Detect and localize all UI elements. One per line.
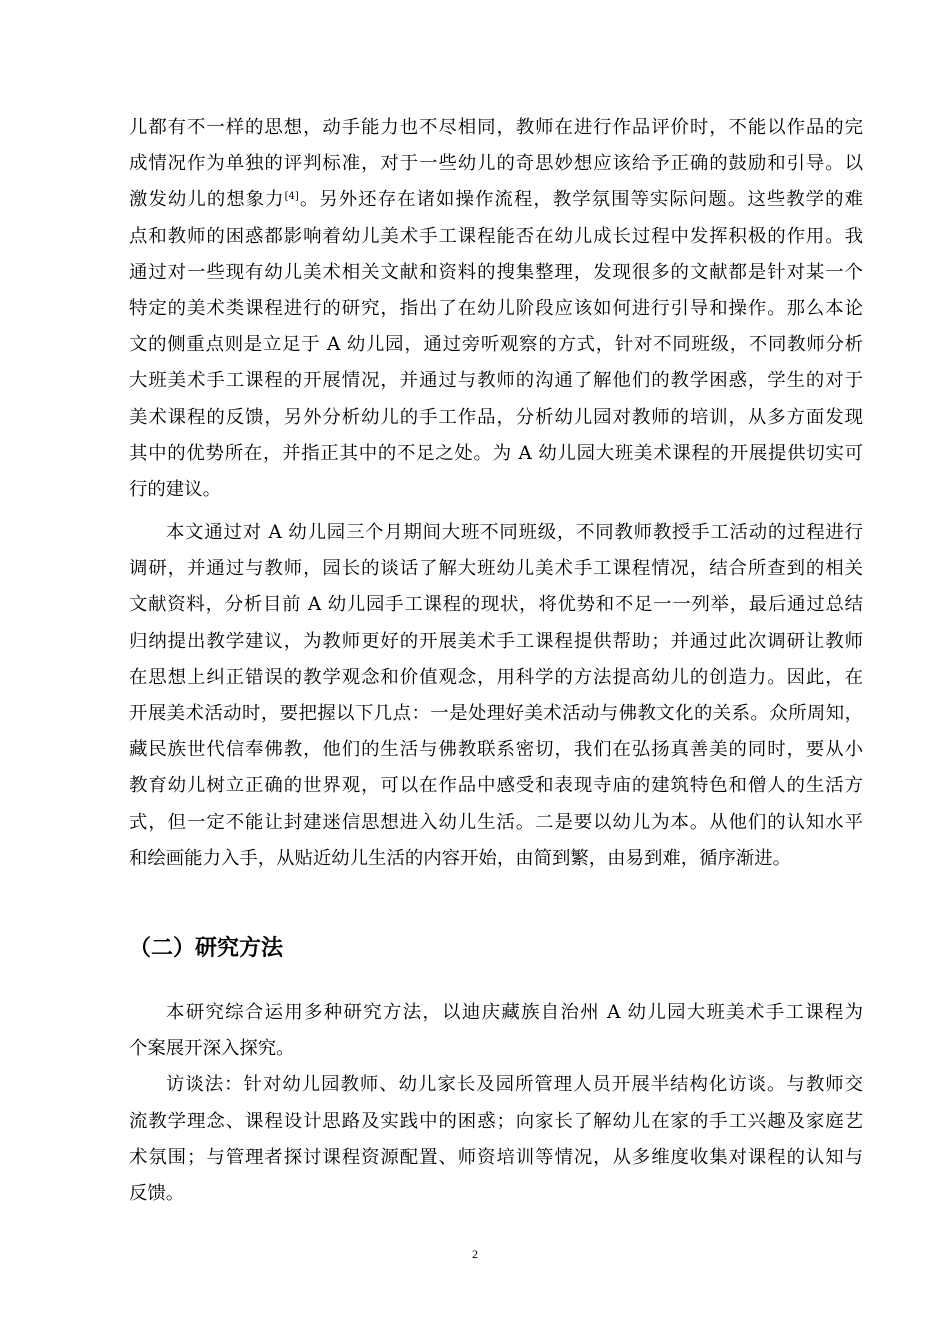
text-line: 儿都有不一样的思想，动手能力也不尽相同，教师在进行作品评价时，不能以作品的完 bbox=[129, 117, 863, 138]
text-line: 术氛围；与管理者探讨课程资源配置、师资培训等情况，从多维度收集对课程的认知与 bbox=[129, 1146, 863, 1168]
text-line: 式，但一定不能让封建迷信思想进入幼儿生活。二是要以幼儿为本。从他们的认知水平 bbox=[129, 811, 863, 833]
text-line: 点和教师的困惑都影响着幼儿美术手工课程能否在幼儿成长过程中发挥积极的作用。我 bbox=[129, 225, 863, 247]
text-line: 个案展开深入探究。 bbox=[129, 1038, 295, 1060]
page-number: 2 bbox=[472, 1247, 478, 1261]
text-line: 文的侧重点则是立足于 A 幼儿园，通过旁听观察的方式，针对不同班级，不同教师分析 bbox=[129, 334, 863, 356]
text-line: 开展美术活动时，要把握以下几点：一是处理好美术活动与佛教文化的关系。众所周知， bbox=[129, 702, 863, 724]
text-line: 藏民族世代信奉佛教，他们的生活与佛教联系密切，我们在弘扬真善美的同时，要从小 bbox=[129, 739, 863, 761]
text-line: 成情况作为单独的评判标准，对于一些幼儿的奇思妙想应该给予正确的鼓励和引导。以 bbox=[129, 153, 863, 175]
text-line: 美术课程的反馈，另外分析幼儿的手工作品，分析幼儿园对教师的培训，从多方面发现 bbox=[129, 406, 863, 428]
text-line: 访谈法：针对幼儿园教师、幼儿家长及园所管理人员开展半结构化访谈。与教师交 bbox=[166, 1074, 863, 1096]
text-line: 特定的美术类课程进行的研究，指出了在幼儿阶段应该如何进行引导和操作。那么本论 bbox=[129, 297, 863, 319]
text-line: 反馈。 bbox=[129, 1182, 185, 1204]
paragraph-research-overview bbox=[129, 515, 863, 877]
text-line: 大班美术手工课程的开展情况，并通过与教师的沟通了解他们的教学困惑，学生的对于 bbox=[129, 370, 863, 392]
text-line bbox=[129, 182, 863, 218]
text-line: 教育幼儿树立正确的世界观，可以在作品中感受和表现寺庙的建筑特色和僧人的生活方 bbox=[129, 775, 863, 797]
text-line: 在思想上纠正错误的教学观念和价值观念，用科学的方法提高幼儿的创造力。因此，在 bbox=[129, 666, 863, 688]
text-segment: 。另外还存在诸如操作流程，教学氛围等实际问题。这些教学的难 bbox=[298, 189, 863, 211]
text-line: 通过对一些现有幼儿美术相关文献和资料的搜集整理，发现很多的文献都是针对某一个 bbox=[129, 261, 863, 283]
text-line: 和绘画能力入手，从贴近幼儿生活的内容开始，由简到繁，由易到难，循序渐进。 bbox=[129, 847, 792, 869]
text-line: 行的建议。 bbox=[129, 478, 221, 500]
text-line: 本研究综合运用多种研究方法，以迪庆藏族自治州 A 幼儿园大班美术手工课程为 bbox=[166, 1002, 863, 1023]
text-line: 其中的优势所在，并指正其中的不足之处。为 A 幼儿园大班美术课程的开展提供切实可 bbox=[129, 442, 863, 464]
text-line: 文献资料，分析目前 A 幼儿园手工课程的现状，将优势和不足一一列举，最后通过总结 bbox=[129, 594, 863, 616]
text-line: 调研，并通过与教师，园长的谈话了解大班幼儿美术手工课程情况，结合所查到的相关 bbox=[129, 558, 863, 580]
text-line: 本文通过对 A 幼儿园三个月期间大班不同班级，不同教师教授手工活动的过程进行 bbox=[166, 522, 863, 543]
citation-reference: [4] bbox=[284, 191, 299, 203]
paragraph-continued bbox=[129, 110, 863, 508]
text-line: 流教学理念、课程设计思路及实践中的困惑；向家长了解幼儿在家的手工兴趣及家庭艺 bbox=[129, 1110, 863, 1132]
section-heading: （二）研究方法 bbox=[129, 936, 284, 961]
text-segment: 激发幼儿的想象力 bbox=[129, 189, 285, 211]
paragraph-methods bbox=[129, 995, 863, 1212]
text-line: 归纳提出教学建议，为教师更好的开展美术手工课程提供帮助；并通过此次调研让教师 bbox=[129, 630, 863, 652]
